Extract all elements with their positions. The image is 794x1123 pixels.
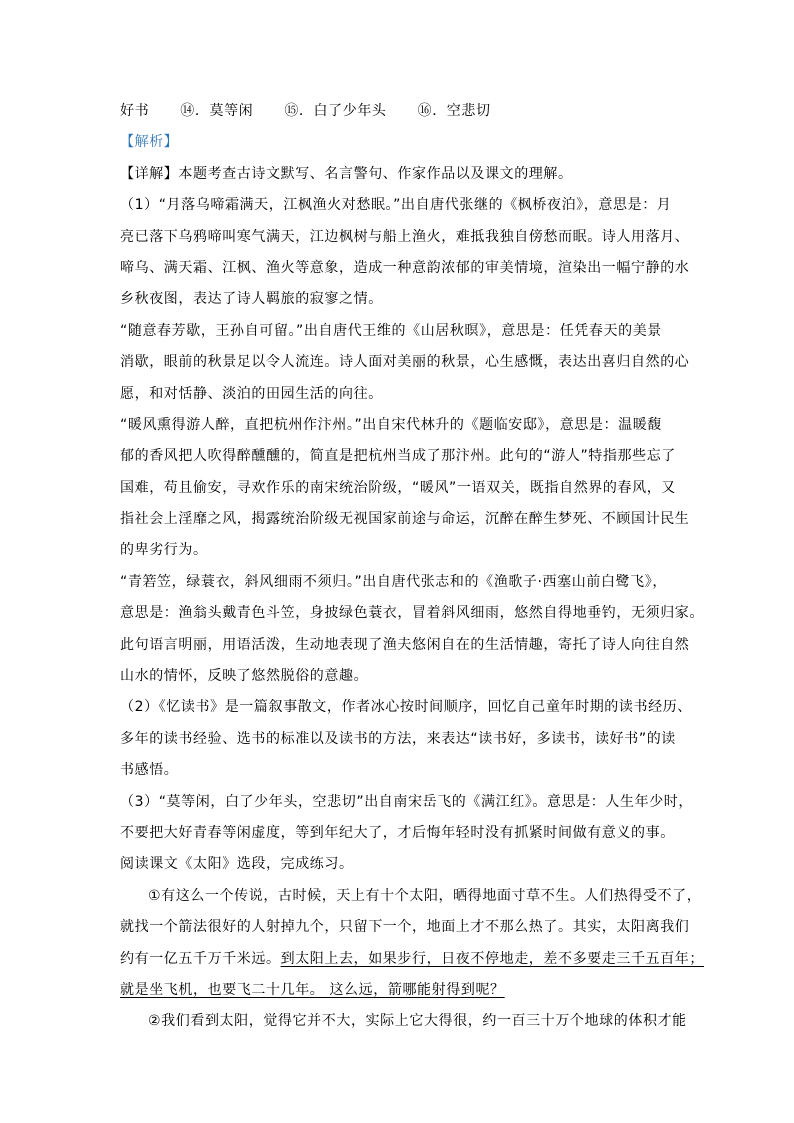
line-text: 郁的香风把人吹得醉醺醺的，简直是把杭州当成了那汴州。此句的“游人”特指那些忘了	[120, 448, 676, 465]
text-line	[120, 504, 690, 535]
analysis-text	[120, 159, 705, 1038]
line-text: 山水的情怀，反映了悠然脱俗的意趣。	[120, 668, 369, 685]
text-line	[120, 912, 690, 943]
line-text: （3）“莫等闲，白了少年头，空悲切”出自南宋岳飞的《满江红》。意思是：人生年少时，	[120, 793, 694, 810]
text-line	[120, 661, 685, 692]
document-body	[120, 96, 705, 1038]
line-text: 的卑劣行为。	[120, 542, 208, 559]
text-line	[120, 630, 690, 661]
text-line	[120, 975, 685, 1006]
text-line	[120, 159, 685, 190]
line-text: 多年的读书经验、选书的标准以及读书的方法，来表达“读书好，多读书，读好书”的读	[120, 730, 676, 747]
text-line	[120, 284, 685, 315]
answer-14: ⑭．莫等闲	[180, 103, 254, 119]
answer-prefix: 好书	[120, 103, 150, 119]
line-text: 意思是：渔翁头戴青色斗笠，身披绿色蓑衣，冒着斜风细雨，悠然自得地垂钓，无须归家。	[120, 605, 704, 622]
text-line	[120, 1006, 685, 1037]
analysis-heading: 【解析】	[120, 134, 179, 151]
answer-15: ⑮．白了少年头	[284, 103, 387, 119]
line-text: 愿，和对恬静、淡泊的田园生活的向往。	[120, 385, 383, 402]
line-text: 书感悟。	[120, 762, 179, 779]
text-line	[120, 818, 685, 849]
text-line	[120, 190, 685, 221]
text-line	[120, 755, 685, 786]
text-line	[120, 724, 685, 755]
answers-row	[120, 96, 685, 127]
line-text: “青箬笠，绿蓑衣，斜风细雨不须归。”出自唐代张志和的《渔歌子·西塞山前白鹭飞》，	[120, 573, 667, 590]
text-line	[120, 787, 694, 818]
line-text: 乡秋夜图，表达了诗人羁旅的寂寥之情。	[120, 291, 383, 308]
line-text: 亮已落下乌鸦啼叫寒气满天，江边枫树与船上渔火，难抵我独自傍愁而眠。诗人用落月、	[120, 228, 690, 245]
line-text: “随意春芳歇，王孙自可留。”出自唐代王维的《山居秋暝》，意思是：任凭春天的美景	[120, 322, 662, 339]
text-line	[120, 535, 685, 566]
line-text: ②我们看到太阳，觉得它并不大，实际上它大得很，约一百三十万个地球的体积才能	[148, 1013, 687, 1030]
line-text: 国难，苟且偷安，寻欢作乐的南宋统治阶级，“暖风”一语双关，既指自然界的春风，又	[120, 479, 676, 496]
line-text: 啼乌、满天霜、江枫、渔火等意象，造成一种意韵浓郁的审美情境，渲染出一幅宁静的水	[120, 259, 690, 276]
text-line	[120, 473, 685, 504]
text-line	[120, 441, 685, 472]
underlined-text: 到太阳上去，如果步行，日夜不停地走，差不多要走三千五百年；	[280, 950, 705, 967]
text-line	[120, 347, 690, 378]
line-text: “暖风熏得游人醉，直把杭州作汴州。”出自宋代林升的《题临安邸》，意思是：温暖馥	[120, 416, 662, 433]
text-line	[120, 598, 704, 629]
line-text: 约有一亿五千万千米远。	[120, 950, 281, 967]
line-text: 不要把大好青春等闲虚度，等到年纪大了，才后悔年轻时没有抓紧时间做有意义的事。	[120, 824, 675, 841]
text-line	[120, 567, 685, 598]
text-line	[120, 379, 685, 410]
line-text: （1）“月落乌啼霜满天，江枫渔火对愁眠。”出自唐代张继的《枫桥夜泊》，意思是：月	[120, 197, 672, 214]
line-text: （2）《忆读书》是一篇叙事散文，作者冰心按时间顺序，回忆自己童年时期的读书经历、	[120, 699, 692, 716]
text-line	[120, 944, 705, 975]
line-text: 【详解】本题考查古诗文默写、名言警句、作家作品以及课文的理解。	[120, 165, 573, 182]
text-line	[120, 692, 692, 723]
line-text: 就找一个箭法很好的人射掉九个，只留下一个，地面上才不那么热了。其实，太阳离我们	[120, 919, 690, 936]
underlined-text: 就是坐飞机，也要飞二十几年。 这么远，箭哪能射得到呢？	[120, 981, 505, 998]
text-line	[120, 849, 685, 880]
line-text: 阅读课文《太阳》选段，完成练习。	[120, 856, 354, 873]
line-text: 此句语言明丽，用语活泼，生动地表现了渔夫悠闲自在的生活情趣，寄托了诗人向往自然	[120, 636, 690, 653]
answer-16: ⑯．空悲切	[417, 103, 491, 119]
text-line	[120, 222, 690, 253]
text-line	[120, 316, 685, 347]
text-line	[120, 410, 685, 441]
text-line	[120, 881, 702, 912]
text-line	[120, 253, 690, 284]
line-text: 指社会上淫靡之风，揭露统治阶级无视国家前途与命运，沉醉在醉生梦死、不顾国计民生	[120, 511, 690, 528]
line-text: 消歇，眼前的秋景足以令人流连。诗人面对美丽的秋景，心生感慨，表达出喜归自然的心	[120, 354, 690, 371]
line-text: ①有这么一个传说，古时候，天上有十个太阳，晒得地面寸草不生。人们热得受不了，	[148, 887, 702, 904]
